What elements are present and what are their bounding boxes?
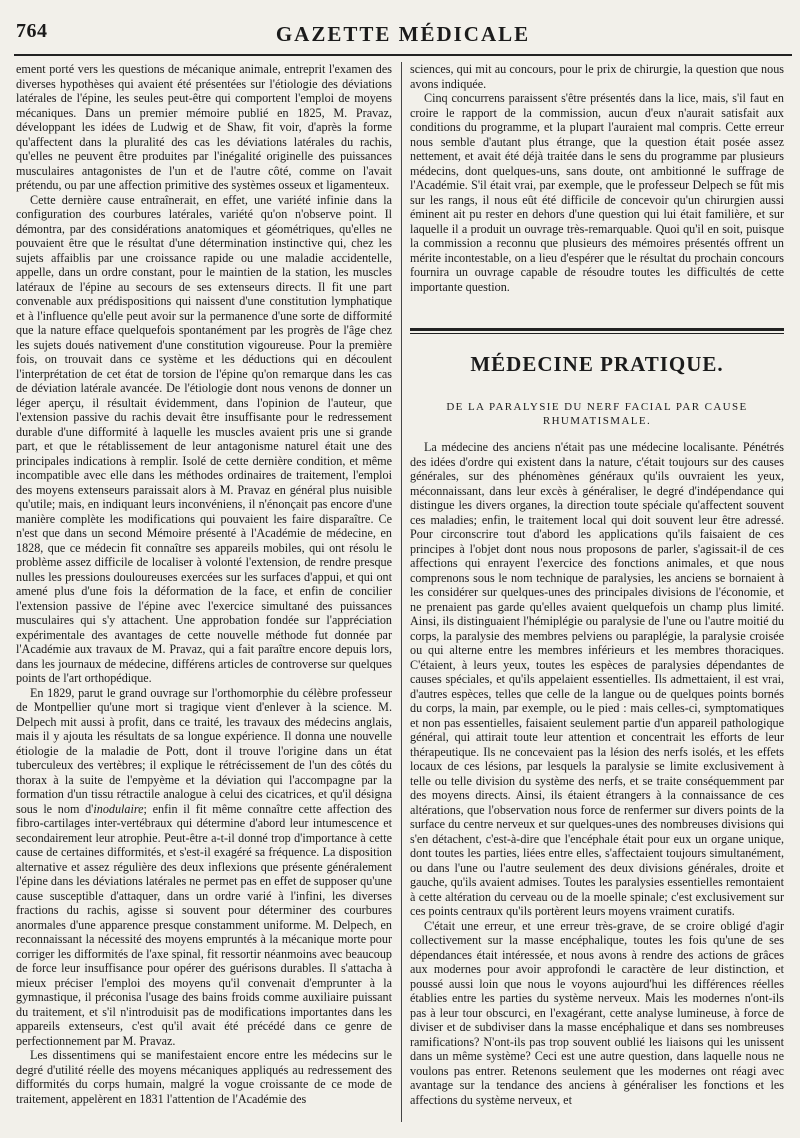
page-number: 764 — [16, 20, 48, 42]
paragraph-text: ; enfin il fit même connaître cette affection des fibro-cartilages inter-vertébraux qui détermine d'abord leur intumescence et secondairement leur atrophie. Peut-être a-t-il donné trop d'importance à cette cause de certaines difformités, et s'est-il exagéré sa fréquence. La disposition alternative et assez régulière des deux inflexions que présente généralement l'épine dans les déviations latérales ne permet pas en effet de supposer qu'une cause susceptible d'attaquer, dans un ordre varié à l'infini, les diverses fractions du rachis, agisse si souvent pour déterminer des courbures anormales d'une apparence presque constamment uniforme. M. Delpech, en reconnaissant la nécessité des moyens empruntés à la mécanique morte pour corriger les difformités de l'axe spinal, fit ressortir néanmoins avec beaucoup de force leur insuffisance pour opérer des guérisons durables. Il s'attacha à mieux préciser l'emploi des moyens qu'il convenait d'emprunter à la gymnastique, il préconisa l'usage des bains froids comme auxiliaire puissant du traitement, et s'il n'introduisit pas de modifications importantes dans les appareils extenseurs, c'est qu'il avait été précédé dans ce genre de perfectionnement par M. Pravaz. — [16, 801, 392, 1048]
paragraph: C'était une erreur, et une erreur très-grave, de se croire obligé d'agir collectivement sur la masse encéphalique, toutes les fois qu'une de ses dépendances était intéressée, et nous avons à rendre des actions de grâces aux modernes pour avoir approfondi le caractère de leur distinction, et poussé aussi loin que nous le voyons aujourd'hui les différences réelles établies entre les parties du système nerveux. Mais les modernes n'ont-ils pas à leur tour obscurci, en l'exagérant, cette analyse lumineuse, à force de diviser et de subdiviser dans la masse encéphalique et dans ses nombreuses ramifications? N'ont-ils pas trop souvent oublié les liaisons qui les unissent dans un même système? Ceci est une autre question, dans laquelle nous ne voulons pas entrer. Retenons seulement que les modernes ont réagi avec avantage sur la tendance des anciens à généraliser les fonctions et les affections du système nerveux, et — [410, 918, 784, 1107]
paragraph: sciences, qui mit au concours, pour le prix de chirurgie, la question que nous avons indiquée. — [410, 62, 784, 91]
section-rule — [410, 328, 784, 331]
paragraph-text: En 1829, parut le grand ouvrage sur l'orthomorphie du célèbre professeur de Montpellier qu'une mort si tragique vient d'enlever à la science. M. Delpech mit aussi à profit, dans ce traité, les travaux des médecins anglais, mais il y ajouta les résultats de sa longue expérience. Il donna une nouvelle étiologie de la maladie de Pott, dont il trouve l'origine dans un état tuberculeux des vertèbres; il explique le rétrécissement de l'un des côtés du thorax à la suite de l'empyème et la déviation qui l'accompagne par la formation d'un tissu rétractile analogue à celui des cicatrices, et qu'il désigna sous le nom d' — [16, 685, 392, 816]
journal-title: GAZETTE MÉDICALE — [275, 22, 531, 46]
paragraph — [16, 686, 392, 1049]
section-title: MÉDECINE PRATIQUE. — [470, 352, 724, 376]
paragraph: ement porté vers les questions de mécanique animale, entreprit l'examen des diverses hypothèses qui avaient été présentées sur l'étiologie des déviations latérales de l'épine, les seules peut-être qui comportent l'emploi de moyens mécaniques. Dans un premier mémoire publié en 1825, M. Pravaz, développant les idées de Ludwig et de Shaw, fit voir, d'après la forme qu'affectent dans la pluralité des cas les déviations latérales du rachis, qu'elles ne peuvent être produites par l'inégalité originelle des puissances musculaires antagonistes de l'un et de l'autre côté, comme on l'avait prétendu, ou par une affection primitive des systèmes osseux et ligamenteux. — [16, 62, 392, 192]
italic-term: inodulaire — [93, 801, 144, 816]
section-rule-thin — [410, 333, 784, 334]
page-header — [14, 18, 792, 56]
right-column-bottom — [410, 440, 784, 1107]
paragraph: Les dissentimens qui se manifestaient encore entre les médecins sur le degré d'utilité réelle des moyens mécaniques appliqués au redressement des difformités du corps humain, malgré la vogue croissante de ce mode de traitement, appelèrent en 1831 l'attention de l'Académie des — [16, 1048, 392, 1106]
article-title: DE LA PARALYSIE DU NERF FACIAL PAR CAUSE RHUMATISMALE. — [446, 401, 748, 427]
paragraph: Cinq concurrens paraissent s'être présentés dans la lice, mais, s'il faut en croire le rapport de la commission, aucun d'eux n'aurait satisfait aux conditions du programme, et la plupart l'auraient mal compris. Cette erreur nous semble d'autant plus étrange, que la question était posée assez nettement, et avait été déjà traitée dans le sens du programme par plusieurs médecins, dont quelques-uns, sans doute, ont ambitionné le suffrage de l'Académie. S'il était vrai, par exemple, que le professeur Delpech se fût mis sur les rangs, il nous eût été difficile de concevoir qu'un chirurgien aussi éminent ait pu rester en dehors d'une question qui lui était familière, et sur laquelle il a produit un ouvrage très-remarquable. Quoi qu'il en soit, puisque la commission a reconnu que plusieurs des mémoires présentés offrent un mérite incontestable, on a lieu d'espérer que le résultat du prochain concours fournira un ouvrage capable de résoudre toutes les difficultés de cette importante question. — [410, 91, 784, 294]
left-column — [16, 62, 392, 1106]
paragraph: Cette dernière cause entraînerait, en effet, une variété infinie dans la configuration des courbures latérales, variété qu'on n'observe point. Il démontra, par des considérations anatomiques et géométriques, qu'elles ne pouvaient être que le résultat d'une détermination instinctive qui, chez les sujets affaiblis par une croissance rapide ou une maladie accidentelle, appelle, dans un ordre constant, pour le maintien de la station, les muscles latéraux de l'épine au secours de ses extenseurs directs. Il fit une part convenable aux prédispositions qui naissent d'une constitution lymphatique et à l'influence qu'elle peut avoir sur la permanence d'une sorte de difformité que la nature efface quelquefois spontanément par les progrès de l'âge chez les sujets doués nativement d'une constitution vigoureuse. Pour la première fois, on trouvait dans ce système et les déductions qui en découlent l'interprétation de cet état de torsion de l'épine qu'on remarque dans les cas de déviation latérale avancée. De l'étiologie dont nous venons de donner un léger aperçu, il résultait évidemment, dans l'opinion de l'auteur, que l'extension passive du rachis devait être insuffisante pour le redressement durable d'une difformité à laquelle les muscles avaient pris une si grande part, et que le rétablissement de leur antagonisme naturel était une des principales indications à remplir. Isolé de cette dernière condition, et même incompatible avec elle dans les méthodes ordinaires de traitement, l'emploi des moyens extenseurs paraissait alors à M. Pravaz en général plus nuisible qu'utile; mais, en indiquant leurs inconvéniens, il n'énonçait pas encore d'une manière complète les modifications qui pouvaient les faire disparaître. Ce n'est que dans un second Mémoire présenté à l'Académie de médecine, en 1828, que ce médecin fit connaître ses appareils mobiles, qui ont résolu le problème assez difficile de localiser à volonté l'extension, de rendre presque nulles les pressions douloureuses exercées sur les surfaces d'appui, et qui ont amené plus d'une fois la déformation de la face, et enfin de concilier l'extension passive de l'épine avec l'exercice simultané des puissances musculaires qui s'y attachent. Une approbation fondée sur l'appréciation expérimentale des avantages de cette nouvelle méthode fut donnée par l'Académie aux travaux de M. Pravaz, qui a fait paraître encore depuis lors, dans les journaux de médecine, différens articles de controverse sur quelques points de l'art orthopédique. — [16, 192, 392, 685]
paragraph: La médecine des anciens n'était pas une médecine localisante. Pénétrés des idées d'ordre qui existent dans la nature, c'était toujours sur des causes générales, sur des phénomènes généraux qu'ils ouvraient les yeux, méconnaissant, dans leur excès à généraliser, le degré d'indépendance qui distingue les divers organes, la direction toute spéciale qu'affectent souvent ces maladies; enfin, le traitement local qui doit souvent leur être adressé. Pour circonscrire tout d'abord les applications qu'ils faisaient de ces principes à l'objet dont nous nous proposons de parler, s'agissait-il de ces affections qui enrayent l'exercice des fonctions animales, et que nous comprenons sous le nom technique de paralysies, les anciens se bornaient à les considérer sur quelques-unes des principales divisions de l'économie, et ne prenaient pas garde qu'elles avaient quelquefois un champ plus limité. Ainsi, ils distinguaient l'hémiplégie ou paralysie de l'une ou l'autre moitié du corps, la paralysie des membres pelviens ou paraplégie, la paralysie croisée ou qui alterne entre les membres inférieurs et les membres thoraciques. C'étaient, à leurs yeux, toutes les espèces de paralysies dépendantes de causes spéciales, et qu'ils appelaient essentielles. Ils admettaient, il est vrai, d'autres espèces, telles que celle de la langue ou de quelques points bornés du corps, la main, par exemple, ou le pied : mais celles-ci, symptomatiques et non pas essentielles, faisaient seulement partie d'un appareil pathologique général, qui attirait toute leur attention et concentrait les efforts de leur thérapeutique. Ils ne concevaient pas la lésion des nerfs isolés, et les effets locaux de ces lésions, par lesquels la paralysie se limite exclusivement à telle ou telle division du système des nerfs, et se traite conséquemment par des moyens directs. Ainsi, ils étaient étrangers à la connaissance de ces altérations, que l'observation nous force de renfermer sur divers points de la surface du centre nerveux et sur quelques-unes des nombreuses divisions qui s'en détachent, c'est-à-dire que l'encéphale était pour eux un organe unique, dont toutes les parties, liées entre elles, s'affectaient toujours simultanément, ou dans l'une ou l'autre seulement des deux divisions générales, droite et gauche, qu'ils avaient admises. Toutes les paralysies essentielles remontaient à cette altération du cerveau ou de la moelle spinale; c'est exclusivement sur ces points centraux qu'ils portèrent leurs moyens vraiment curatifs. — [410, 440, 784, 918]
right-column-top — [410, 62, 784, 294]
column-divider — [401, 62, 402, 1122]
